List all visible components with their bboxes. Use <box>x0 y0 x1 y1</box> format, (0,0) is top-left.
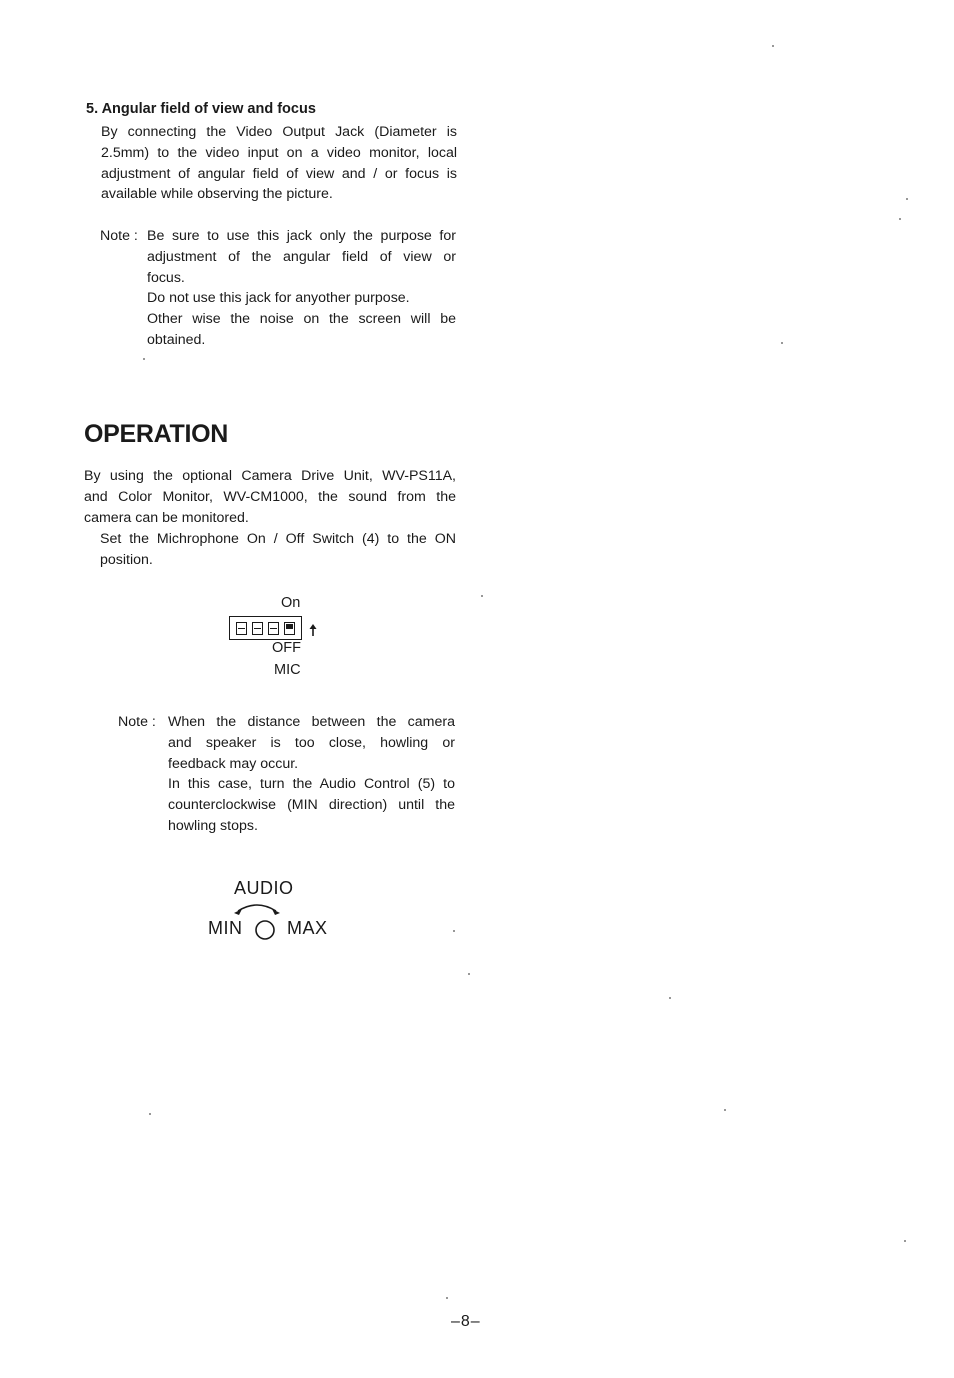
scan-speck <box>453 930 455 932</box>
section-5-note-body <box>147 226 456 351</box>
dip-switch-2 <box>252 622 263 635</box>
operation-note-body <box>168 712 455 837</box>
text-line: available while observing the picture. <box>101 186 333 203</box>
switch-off-label: OFF <box>272 640 301 656</box>
text-line: When the distance between the camera <box>168 714 455 730</box>
dip-switch-1 <box>236 622 247 635</box>
mic-switch-diagram <box>229 616 302 640</box>
section-5-paragraph <box>101 122 457 205</box>
scan-speck <box>481 595 483 597</box>
text-line: By connecting the Video Output Jack (Diameter is <box>101 124 457 140</box>
text-line: focus. <box>147 269 185 286</box>
text-line: howling stops. <box>168 817 258 834</box>
section-5-heading: 5. Angular field of view and focus <box>86 101 316 117</box>
text-line: adjustment of the angular field of view or <box>147 248 456 265</box>
operation-instruction <box>100 529 456 571</box>
up-arrow-icon <box>308 623 318 637</box>
audio-label: AUDIO <box>234 878 294 898</box>
scan-speck <box>446 1297 448 1299</box>
scan-speck <box>468 973 470 975</box>
dip-switch-3 <box>268 622 279 635</box>
text-line: In this case, turn the Audio Control (5) to <box>168 776 455 793</box>
scan-speck <box>906 198 908 200</box>
scan-speck <box>904 1240 906 1242</box>
operation-note-label: Note : <box>118 714 156 730</box>
text-line: By using the optional Camera Drive Unit, WV-PS11A, <box>84 468 456 484</box>
scan-speck <box>899 218 901 220</box>
switch-mic-label: MIC <box>274 662 301 678</box>
text-line: 2.5mm) to the video input on a video monitor, local <box>101 144 457 161</box>
scan-speck <box>149 1113 151 1115</box>
text-line: camera can be monitored. <box>84 509 249 526</box>
text-line: adjustment of angular field of view and / or focus is <box>101 165 457 182</box>
scan-speck <box>781 342 783 344</box>
text-line: feedback may occur. <box>168 755 299 772</box>
scan-speck <box>724 1109 726 1111</box>
text-line: Set the Michrophone On / Off Switch (4) to the ON <box>100 531 456 547</box>
text-line: Be sure to use this jack only the purpose for <box>147 228 456 244</box>
audio-max-label: MAX <box>287 918 328 938</box>
operation-paragraph <box>84 466 456 528</box>
text-line: Other wise the noise on the screen will be <box>147 311 456 328</box>
scan-speck <box>669 997 671 999</box>
text-line: Do not use this jack for anyother purpose. <box>147 290 410 307</box>
switch-on-label: On <box>281 595 301 611</box>
dip-switch-4-on <box>284 622 295 635</box>
text-line: counterclockwise (MIN direction) until the <box>168 797 455 814</box>
operation-title: OPERATION <box>84 420 229 448</box>
audio-min-label: MIN <box>208 918 243 938</box>
text-line: and speaker is too close, howling or <box>168 734 455 751</box>
curved-double-arrow-icon <box>228 898 286 916</box>
scan-speck <box>143 358 145 360</box>
page-number: –8– <box>451 1313 481 1330</box>
knob-circle-icon <box>254 919 276 941</box>
text-line: position. <box>100 551 153 568</box>
section-5-note-label: Note : <box>100 228 138 244</box>
text-line: obtained. <box>147 331 206 348</box>
scan-speck <box>772 45 774 47</box>
text-line: and Color Monitor, WV-CM1000, the sound from the <box>84 488 456 505</box>
